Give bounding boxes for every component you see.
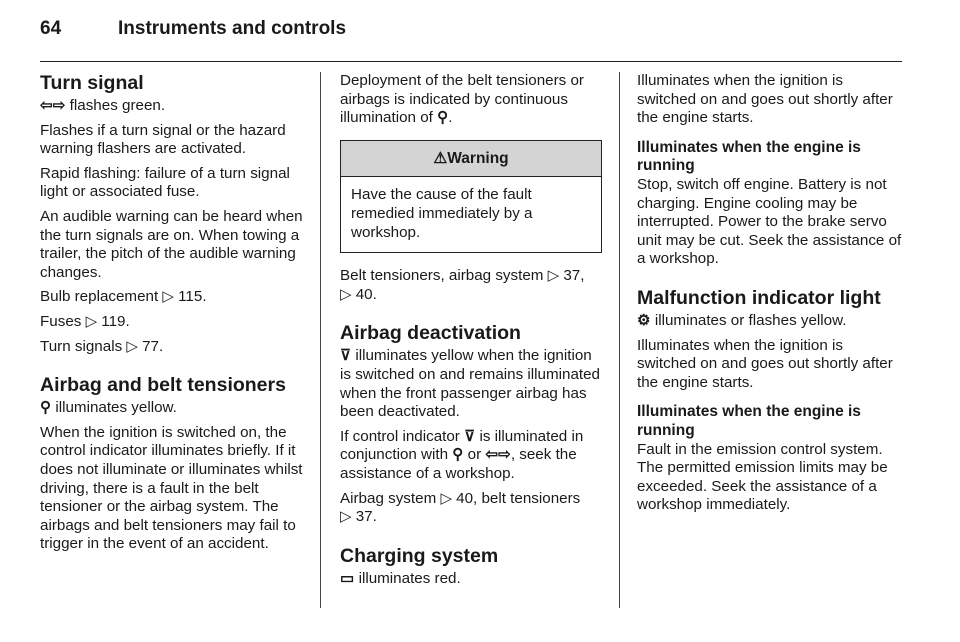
paragraph: ⚙ illuminates or flashes yellow. <box>637 311 847 329</box>
paragraph: Illuminates when the ignition is switched on and goes out shortly after the engine starts. <box>637 336 893 391</box>
airbag-icon: ⚲ <box>452 446 464 464</box>
airbag-icon: ⚲ <box>40 399 52 417</box>
column-1 <box>40 72 306 560</box>
subheading: Illuminates when the engine is running <box>637 403 861 439</box>
section-heading-charging: Charging system <box>340 544 499 567</box>
paragraph: Illuminates when the ignition is switched on and goes out shortly after the engine starts. <box>637 72 893 127</box>
engine-icon: ⚙ <box>637 311 651 329</box>
paragraph: When the ignition is switched on, the control indicator illuminates briefly. If it does not illuminate or illuminates whilst driving, there is a fault in the belt tensioner or the airbag system. The airbags and belt tensioners may fail to trigger in the event of an accident. <box>40 423 303 553</box>
cross-reference[interactable]: Belt tensioners, airbag system ▷ 37, ▷ 40. <box>340 267 585 303</box>
airbag-off-icon: ⊽ <box>464 427 476 445</box>
paragraph: If control indicator ⊽ is illuminated in conjunction with ⚲ or ⇦⇨, seek the assistance of a workshop. <box>340 427 584 482</box>
column-3 <box>637 72 905 521</box>
battery-icon: ▭ <box>340 569 355 587</box>
warning-triangle-icon: ⚠ <box>433 149 448 167</box>
paragraph: An audible warning can be heard when the turn signals are on. When towing a trailer, the pitch of the audible warning changes. <box>40 207 303 281</box>
ref-arrow-icon: ▷ <box>126 337 139 355</box>
page-title: Instruments and controls <box>118 18 347 39</box>
paragraph: Deployment of the belt tensioners or airbags is indicated by continuous illumination of ⚲. <box>340 72 584 127</box>
section-heading-airbag-deactivation: Airbag deactivation <box>340 322 521 345</box>
cross-reference[interactable]: Bulb replacement ▷ 115. <box>40 288 207 306</box>
subheading: Illuminates when the engine is running <box>637 138 861 175</box>
column-divider <box>619 72 620 608</box>
cross-reference[interactable]: Turn signals ▷ 77. <box>40 337 164 355</box>
airbag-icon: ⚲ <box>437 109 449 127</box>
page-header <box>40 18 346 40</box>
turn-signal-icon: ⇦⇨ <box>485 446 511 464</box>
column-2 <box>340 72 602 594</box>
warning-body: Have the cause of the fault remedied immediately by a workshop. <box>351 186 533 241</box>
section-heading-malfunction: Malfunction indicator light <box>637 286 881 309</box>
paragraph: Rapid flashing: failure of a turn signal light or associated fuse. <box>40 164 290 201</box>
paragraph: ▭ illuminates red. <box>340 569 461 587</box>
paragraph: ⇦⇨ flashes green. <box>40 97 166 114</box>
cross-reference[interactable]: Fuses ▷ 119. <box>40 312 130 330</box>
warning-header: ⚠Warning <box>341 141 601 178</box>
ref-arrow-icon: ▷ <box>440 489 453 507</box>
cross-reference[interactable]: Airbag system ▷ 40, belt tensioners ▷ 37. <box>340 489 581 526</box>
turn-signal-icon: ⇦⇨ <box>40 97 66 114</box>
ref-arrow-icon: ▷ <box>340 285 352 303</box>
paragraph: Stop, switch off engine. Battery is not charging. Engine cooling may be interrupted. Power to the brake servo unit may be cut. Seek the assistance of a workshop. <box>637 175 902 268</box>
page-number: 64 <box>40 18 62 39</box>
paragraph: ⊽ illuminates yellow when the ignition is switched on and remains illuminated when the front passenger airbag has been deactivated. <box>340 347 601 421</box>
header-rule <box>40 61 902 62</box>
ref-arrow-icon: ▷ <box>85 312 98 330</box>
ref-arrow-icon: ▷ <box>162 288 175 306</box>
airbag-off-icon: ⊽ <box>340 347 352 365</box>
paragraph: ⚲ illuminates yellow. <box>40 399 177 417</box>
warning-box <box>340 140 602 253</box>
column-divider <box>320 72 321 608</box>
section-heading-turn-signal: Turn signal <box>40 72 144 94</box>
ref-arrow-icon: ▷ <box>547 267 560 285</box>
ref-arrow-icon: ▷ <box>340 508 352 526</box>
paragraph: Fault in the emission control system. The permitted emission limits may be exceeded. Seek the assistance of a workshop immediately. <box>637 440 888 514</box>
paragraph: Flashes if a turn signal or the hazard warning flashers are activated. <box>40 121 286 158</box>
section-heading-airbag: Airbag and belt tensioners <box>40 374 286 397</box>
